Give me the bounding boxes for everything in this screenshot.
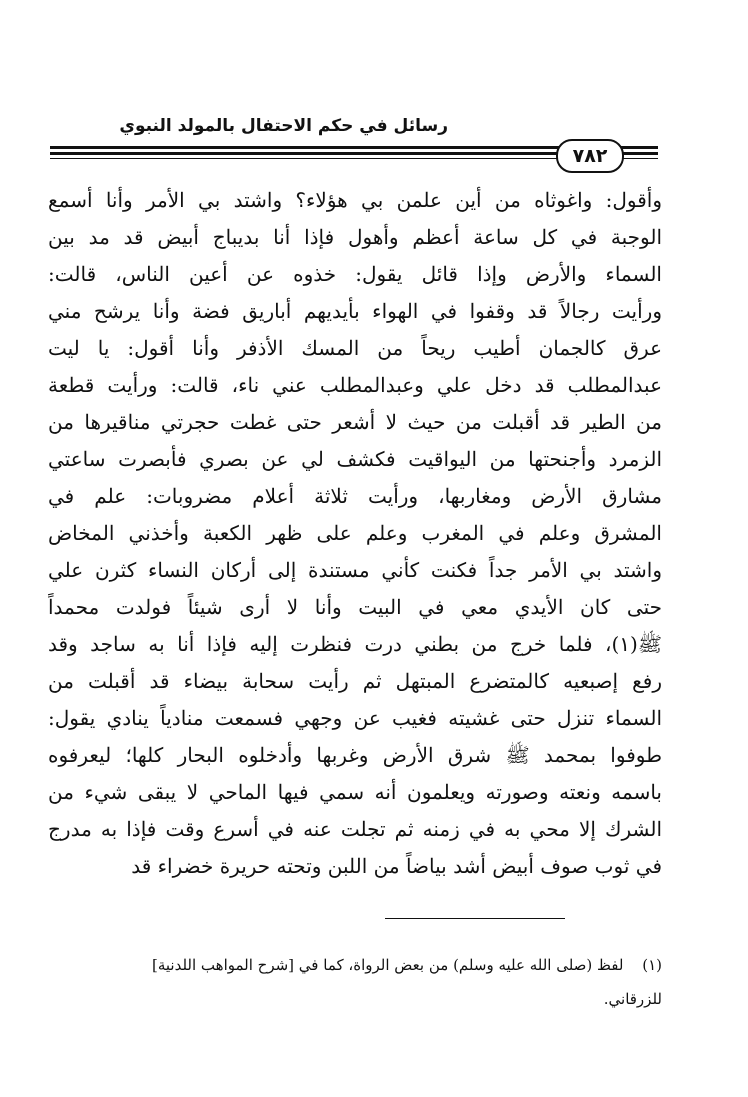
- footnote-text: لفظ (صلى الله عليه وسلم) من بعض الرواة، كما في [شرح المواهب اللدنية]: [151, 956, 624, 974]
- text-line: طوفوا بمحمد ﷺ شرق الأرض وغربها وأدخلوه البحار كلها؛ ليعرفوه: [48, 743, 662, 767]
- footnote: [50, 948, 662, 1016]
- text-line: السماء والأرض وإذا قائل يقول: خذوه عن أعين الناس، قالت:: [48, 262, 662, 286]
- footnote-marker: (١): [642, 956, 662, 974]
- text-line: الزمرد وأجنحتها من اليواقيت فكشف لي عن بصري فأبصرت ساعتي: [48, 447, 662, 471]
- page-number: ٧٨٢: [572, 145, 608, 167]
- text-line: باسمه ونعته وصورته ويعلمون أنه سمي فيها الماحي لا يبقى شيء من: [48, 780, 662, 804]
- text-line: رفع إصبعيه كالمتضرع المبتهل ثم رأيت سحابة بيضاء قد أقبلت من: [48, 669, 662, 693]
- text-line: ﷺ(١)، فلما خرج من بطني درت فنظرت إليه فإذا أنا به ساجد وقد: [48, 632, 662, 656]
- text-line: من الطير قد أقبلت من حيث لا أشعر حتى غطت حجرتي مناقيرها من: [48, 410, 662, 434]
- text-line: عبدالمطلب قد دخل علي وعبدالمطلب عني ناء، قالت: ورأيت قطعة: [48, 373, 662, 397]
- footnote-line-1: [50, 948, 662, 982]
- text-line: حتى كان الأيدي معي في البيت وأنا لا أرى شيئاً فولدت محمداً: [48, 595, 662, 619]
- running-head-title: رسائل في حكم الاحتفال بالمولد النبوي: [119, 116, 448, 136]
- main-text: [48, 182, 662, 885]
- text-line: واشتد بي الأمر جداً فكنت كأني مستندة إلى أركان النساء كثرن علي: [48, 558, 662, 582]
- text-line: مشارق الأرض ومغاربها، ورأيت ثلاثة أعلام مضروبات: علم في: [48, 484, 662, 508]
- text-line: عرق كالجمان أطيب ريحاً من المسك الأذفر وأنا أقول: يا ليت: [48, 336, 662, 360]
- text-line: وأقول: واغوثاه من أين علمن بي هؤلاء؟ واشتد بي الأمر وأنا أسمع: [48, 188, 662, 212]
- text-line: السماء تنزل حتى غشيته فغيب عن وجهي فسمعت منادياً ينادي يقول:: [48, 706, 662, 730]
- footnote-line-2: للزرقاني.: [603, 990, 662, 1008]
- page-number-badge: [556, 139, 624, 173]
- text-line: الوجبة في كل ساعة أعظم وأهول فإذا أنا بديباج أبيض قد مد بين: [48, 225, 662, 249]
- text-line: الشرك إلا محي به في زمنه ثم تجلت عنه في أسرع وقت فإذا به مدرج: [48, 817, 662, 841]
- text-line: المشرق وعلم في المغرب وعلم على ظهر الكعبة وأخذني المخاض: [48, 521, 662, 545]
- text-line: في ثوب صوف أبيض أشد بياضاً من اللبن وتحته حريرة خضراء قد: [131, 854, 662, 878]
- footnote-separator: [385, 918, 565, 919]
- text-line: ورأيت رجالاً قد وقفوا في الهواء بأيديهم أباريق فضة وأنا يرشح مني: [48, 299, 662, 323]
